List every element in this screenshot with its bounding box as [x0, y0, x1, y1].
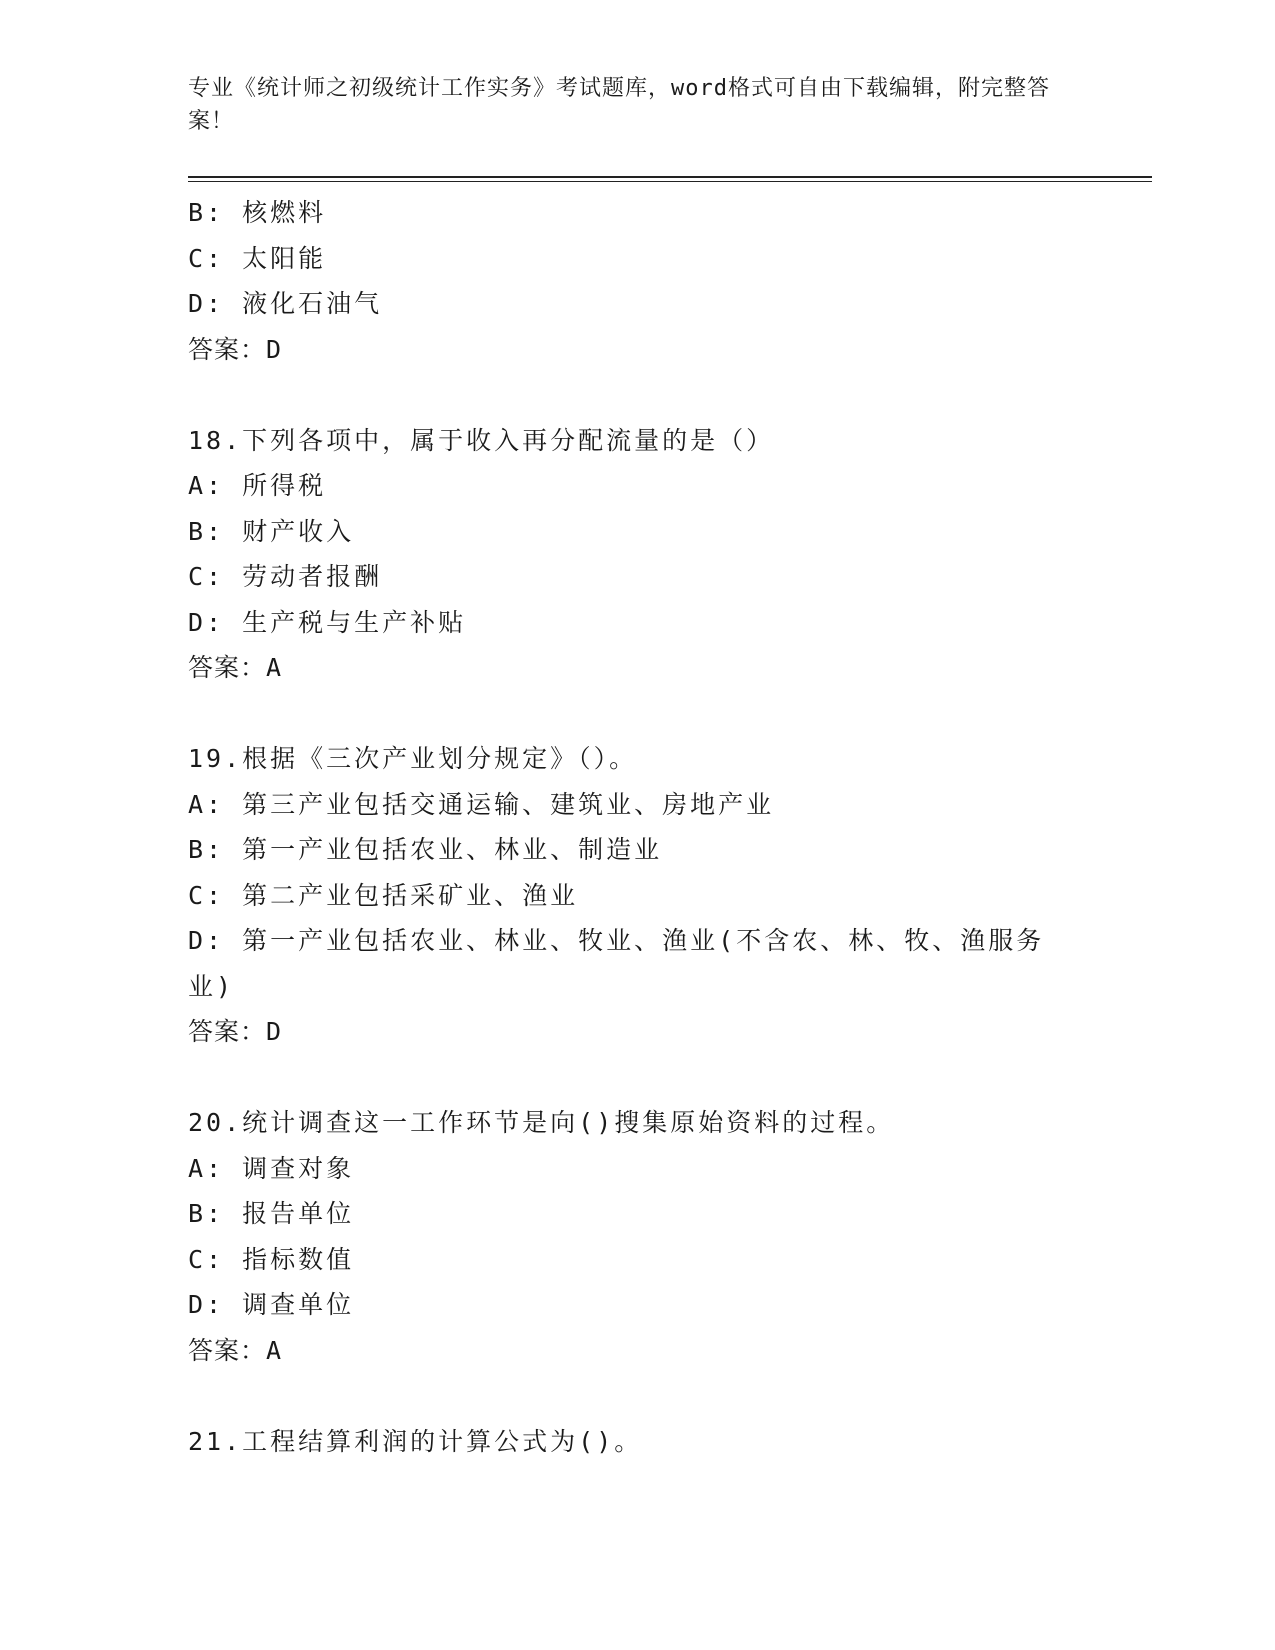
option-d: D: 调查单位 — [188, 1290, 355, 1319]
document-header: 专业《统计师之初级统计工作实务》考试题库，word格式可自由下载编辑，附完整答案！ — [188, 76, 1050, 134]
question-20 — [188, 1100, 1068, 1373]
header-divider — [188, 176, 1152, 178]
question-stem: 20.统计调查这一工作环节是向()搜集原始资料的过程。 — [188, 1108, 895, 1137]
question-17 — [188, 190, 1068, 372]
option-b: B: 核燃料 — [188, 198, 327, 227]
option-b: B: 财产收入 — [188, 516, 355, 546]
answer: 答案：D — [188, 1017, 283, 1046]
option-b: B: 报告单位 — [188, 1199, 355, 1228]
option-d: D: 液化石油气 — [188, 289, 383, 318]
spacer — [188, 1373, 1068, 1419]
option-d: D: 第一产业包括农业、林业、牧业、渔业(不含农、林、牧、渔服务业) — [188, 926, 1045, 1001]
spacer — [188, 691, 1068, 737]
header-divider-thin — [188, 181, 1152, 182]
option-c: C: 指标数值 — [188, 1244, 355, 1274]
question-21 — [188, 1419, 1068, 1465]
option-c: C: 劳动者报酬 — [188, 562, 383, 591]
option-a: A: 第三产业包括交通运输、建筑业、房地产业 — [188, 789, 775, 819]
option-c: C: 太阳能 — [188, 243, 327, 273]
answer: 答案：D — [188, 334, 283, 364]
spacer — [188, 1055, 1068, 1101]
question-stem: 18.下列各项中，属于收入再分配流量的是（） — [188, 425, 775, 455]
spacer — [188, 372, 1068, 418]
question-18 — [188, 418, 1068, 691]
question-19 — [188, 736, 1068, 1055]
answer: 答案：A — [188, 1335, 283, 1365]
option-b: B: 第一产业包括农业、林业、制造业 — [188, 835, 663, 864]
question-list — [188, 190, 1068, 1464]
option-c: C: 第二产业包括采矿业、渔业 — [188, 880, 579, 910]
answer: 答案：A — [188, 653, 283, 682]
question-stem: 19.根据《三次产业划分规定》（）。 — [188, 744, 638, 773]
option-a: A: 调查对象 — [188, 1153, 355, 1183]
option-a: A: 所得税 — [188, 471, 327, 500]
option-d: D: 生产税与生产补贴 — [188, 607, 467, 637]
question-stem: 21.工程结算利润的计算公式为()。 — [188, 1426, 643, 1456]
